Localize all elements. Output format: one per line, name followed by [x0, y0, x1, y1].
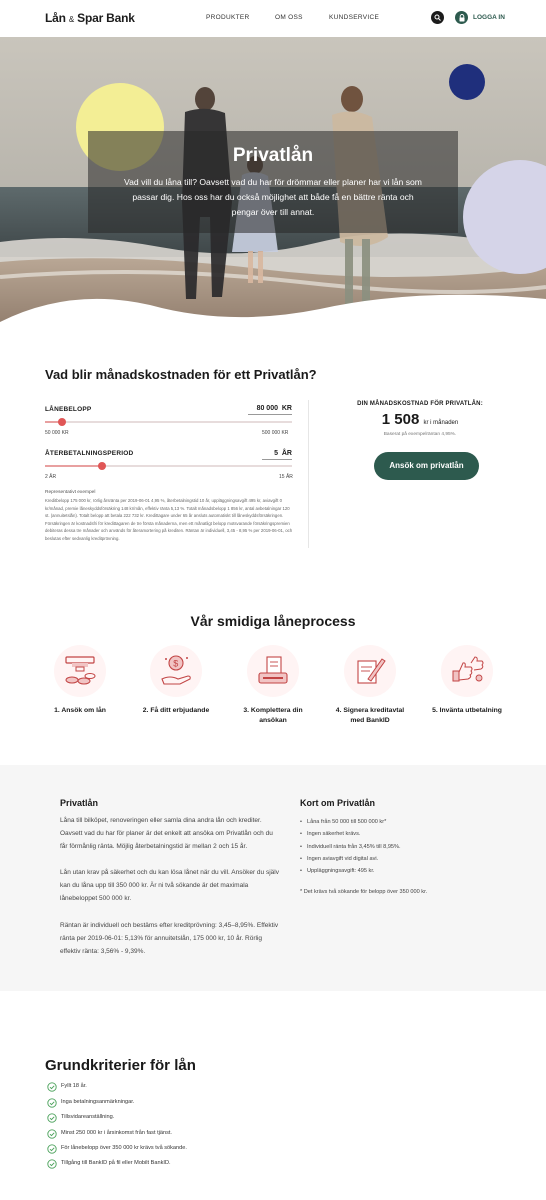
login-link[interactable]: LOGGA IN: [473, 14, 505, 21]
step-label-line1: 1. Ansök om lån: [54, 707, 106, 714]
decor-navy-circle: [449, 64, 485, 100]
search-button[interactable]: [431, 11, 444, 24]
summary-list-item: • Individuell ränta från 3,45% till 8,95%.: [300, 841, 500, 853]
monthly-cost-amount: [330, 411, 510, 428]
period-unit: ÅR: [281, 450, 292, 457]
process-step-label: [424, 706, 510, 716]
criteria-item-text: För lånebelopp över 350 000 kr krävs två sökande.: [61, 1145, 187, 1151]
check-icon: [47, 1144, 57, 1154]
summary-list-item: • Uppläggningsavgift: 495 kr.: [300, 865, 500, 877]
step-label-line1: 5. Invänta utbetalning: [432, 707, 502, 714]
process-step-label: [327, 706, 413, 726]
check-icon: [47, 1159, 57, 1169]
amount-value-input[interactable]: 80 000: [256, 405, 278, 412]
criteria-item-text: Inga betalningsanmärkningar.: [61, 1099, 135, 1105]
period-label: ÅTERBETALNINGSPERIOD: [45, 450, 134, 457]
process-step-label: [133, 706, 219, 716]
process-step-icon-circle: [344, 645, 396, 697]
process-step-icon-circle: [54, 645, 106, 697]
criteria-title: Grundkriterier för lån: [45, 1057, 196, 1074]
lock-icon: [459, 14, 465, 22]
amount-slider-handle[interactable]: [58, 418, 66, 426]
calculator-title: Vad blir månadskostnaden för ett Privatlån?: [45, 367, 317, 382]
process-step-icon-circle: [247, 645, 299, 697]
check-icon: [47, 1129, 57, 1139]
period-slider-handle[interactable]: [98, 462, 106, 470]
amount-unit: KR: [281, 405, 292, 412]
check-icon: [47, 1082, 57, 1092]
check-icon: [47, 1098, 57, 1108]
check-icon: [47, 1113, 57, 1123]
money-hand-icon: [150, 645, 202, 697]
representative-example-title: Representativt exempel: [45, 490, 96, 495]
bank-logo[interactable]: [45, 11, 135, 25]
summary-list-item: • Låna från 50 000 till 500 000 kr*: [300, 816, 500, 828]
nav-produkter[interactable]: PRODUKTER: [206, 14, 250, 21]
representative-example-text: Kreditbelopp 175 000 kr, rörlig årsränta per 2019-06-01 4,95 %, återbetalningstid 10 år, uppläggningsavgift 495 kr, aviavgift 0 kr/månad, premie låneskyddsförsäkring 148 kr/mån, effektiv ränta 5,13 %. Totalt månadsbelopp 1 856 kr, antal avbetalningar 120 st. (annuitetslån). Totalt belopp att betala 222 732 kr. Kredittagare under 65 år ansluts automatiskt till låneskyddsförsäkringen. Försäkringen är kostnadsfri för kredittagaren de tre första månaderna, men ett månatligt belopp motsvarande försäkringspremien debiteras dessa tre månader och används för återamortering på krediten. Räntan är individuell, 3,45 - 8,95 % per 2019-06-01, och beslutas efter sedvanlig kreditprövning.: [45, 498, 293, 541]
period-max-label: 15 ÅR: [279, 474, 293, 480]
criteria-item-text: Minst 250 000 kr i årsinkomst från fast tjänst.: [61, 1130, 172, 1136]
process-step-label: [230, 706, 316, 726]
summary-list-item: • Ingen aviavgift vid digital avi.: [300, 853, 500, 865]
summary-title: Kort om Privatlån: [300, 798, 376, 808]
monthly-cost-label: DIN MÅNADSKOSTNAD FÖR PRIVATLÅN:: [357, 401, 483, 407]
process-step-label: [37, 706, 123, 716]
documents-icon: [247, 645, 299, 697]
apply-loan-button[interactable]: Ansök om privatlån: [374, 452, 479, 480]
logo-text-left: Lån: [45, 11, 66, 25]
process-title: Vår smidiga låneprocess: [190, 613, 356, 629]
search-icon: [434, 14, 441, 21]
period-slider[interactable]: [45, 465, 292, 467]
period-input-underline: [262, 459, 292, 460]
amount-input-underline: [248, 414, 292, 415]
nav-kundservice[interactable]: KUNDSERVICE: [329, 14, 380, 21]
step-label-line1: 3. Komplettera din: [243, 707, 303, 714]
privatlan-info-paragraph: Låna till bilköpet, renoveringen eller samla dina andra lån och krediter. Oavsett vad du har för planer är det enkelt att ansöka om Privatlån och du får förmånlig ränta. Möjlig återbetalningstid är mellan 2 och 15 år.: [60, 817, 273, 850]
process-step-icon-circle: [441, 645, 493, 697]
step-label-line2: med BankID: [350, 717, 390, 724]
amount-min-label: 50 000 KR: [45, 430, 69, 436]
period-min-label: 2 ÅR: [45, 474, 57, 480]
hero-text-card: [88, 131, 458, 233]
privatlan-info-title: Privatlån: [60, 798, 99, 808]
hero-description: Vad vill du låna till? Oavsett vad du har för drömmar eller planer har vi lån som passar dig. Hos oss har du också möjlighet att både få en bättre ränta och pengar över till annat.: [124, 177, 422, 217]
hero-title: Privatlån: [232, 145, 314, 166]
criteria-item-text: Tillsvidareanställning.: [61, 1114, 115, 1120]
summary-list: [300, 816, 500, 877]
step-label-line2: ansökan: [259, 717, 287, 724]
monthly-cost-note: Baserat på exempelräntan 4,95%.: [383, 432, 457, 437]
monthly-cost-value: 1 508: [381, 411, 420, 428]
hero-banner: [0, 37, 546, 337]
svg-text:$: $: [173, 658, 179, 669]
summary-footnote: * Det krävs två sökande för belopp över 350 000 kr.: [300, 889, 428, 895]
privatlan-info-paragraph: Räntan är individuell och bestäms efter kreditprövning: 3,45–8,95%. Effektiv ränta per 2019-06-01: 5,13% för annuitetslån, 175 000 kr, 10 år. Rörlig effektiv ränta: 3,56% - 9,39%.: [60, 922, 279, 955]
amount-slider[interactable]: [45, 421, 292, 423]
criteria-item-text: Tillgång till BankID på fil eller Mobilt BankID.: [61, 1160, 171, 1166]
calculator-divider: [308, 400, 309, 548]
amount-max-label: 500 000 KR: [262, 430, 289, 436]
site-header: [0, 0, 546, 37]
amount-label: LÅNEBELOPP: [45, 406, 92, 413]
step-label-line1: 4. Signera kreditavtal: [335, 707, 405, 714]
logo-text-right: Spar Bank: [77, 11, 135, 25]
criteria-item-text: Fyllt 18 år.: [61, 1083, 87, 1089]
period-value-input[interactable]: 5: [274, 450, 278, 457]
privatlan-info-paragraph: Lån utan krav på säkerhet och du kan lösa lånet när du vill. Ansöker du själv kan du låna upp till 350 000 kr. Är ni två sökande är det maximala lånebeloppet 500 000 kr.: [60, 869, 279, 902]
login-lock-button[interactable]: [455, 11, 468, 24]
period-slider-fill: [45, 465, 102, 467]
thumbs-up-icon: [441, 645, 493, 697]
process-step-icon-circle: [150, 645, 202, 697]
sign-pen-icon: [344, 645, 396, 697]
logo-ampersand: &: [68, 15, 75, 24]
step-label-line1: 2. Få ditt erbjudande: [142, 707, 210, 714]
summary-list-item: • Ingen säkerhet krävs.: [300, 828, 500, 840]
nav-om-oss[interactable]: OM OSS: [275, 14, 303, 21]
computer-coins-icon: [54, 645, 106, 697]
monthly-cost-unit: kr i månaden: [423, 420, 459, 426]
